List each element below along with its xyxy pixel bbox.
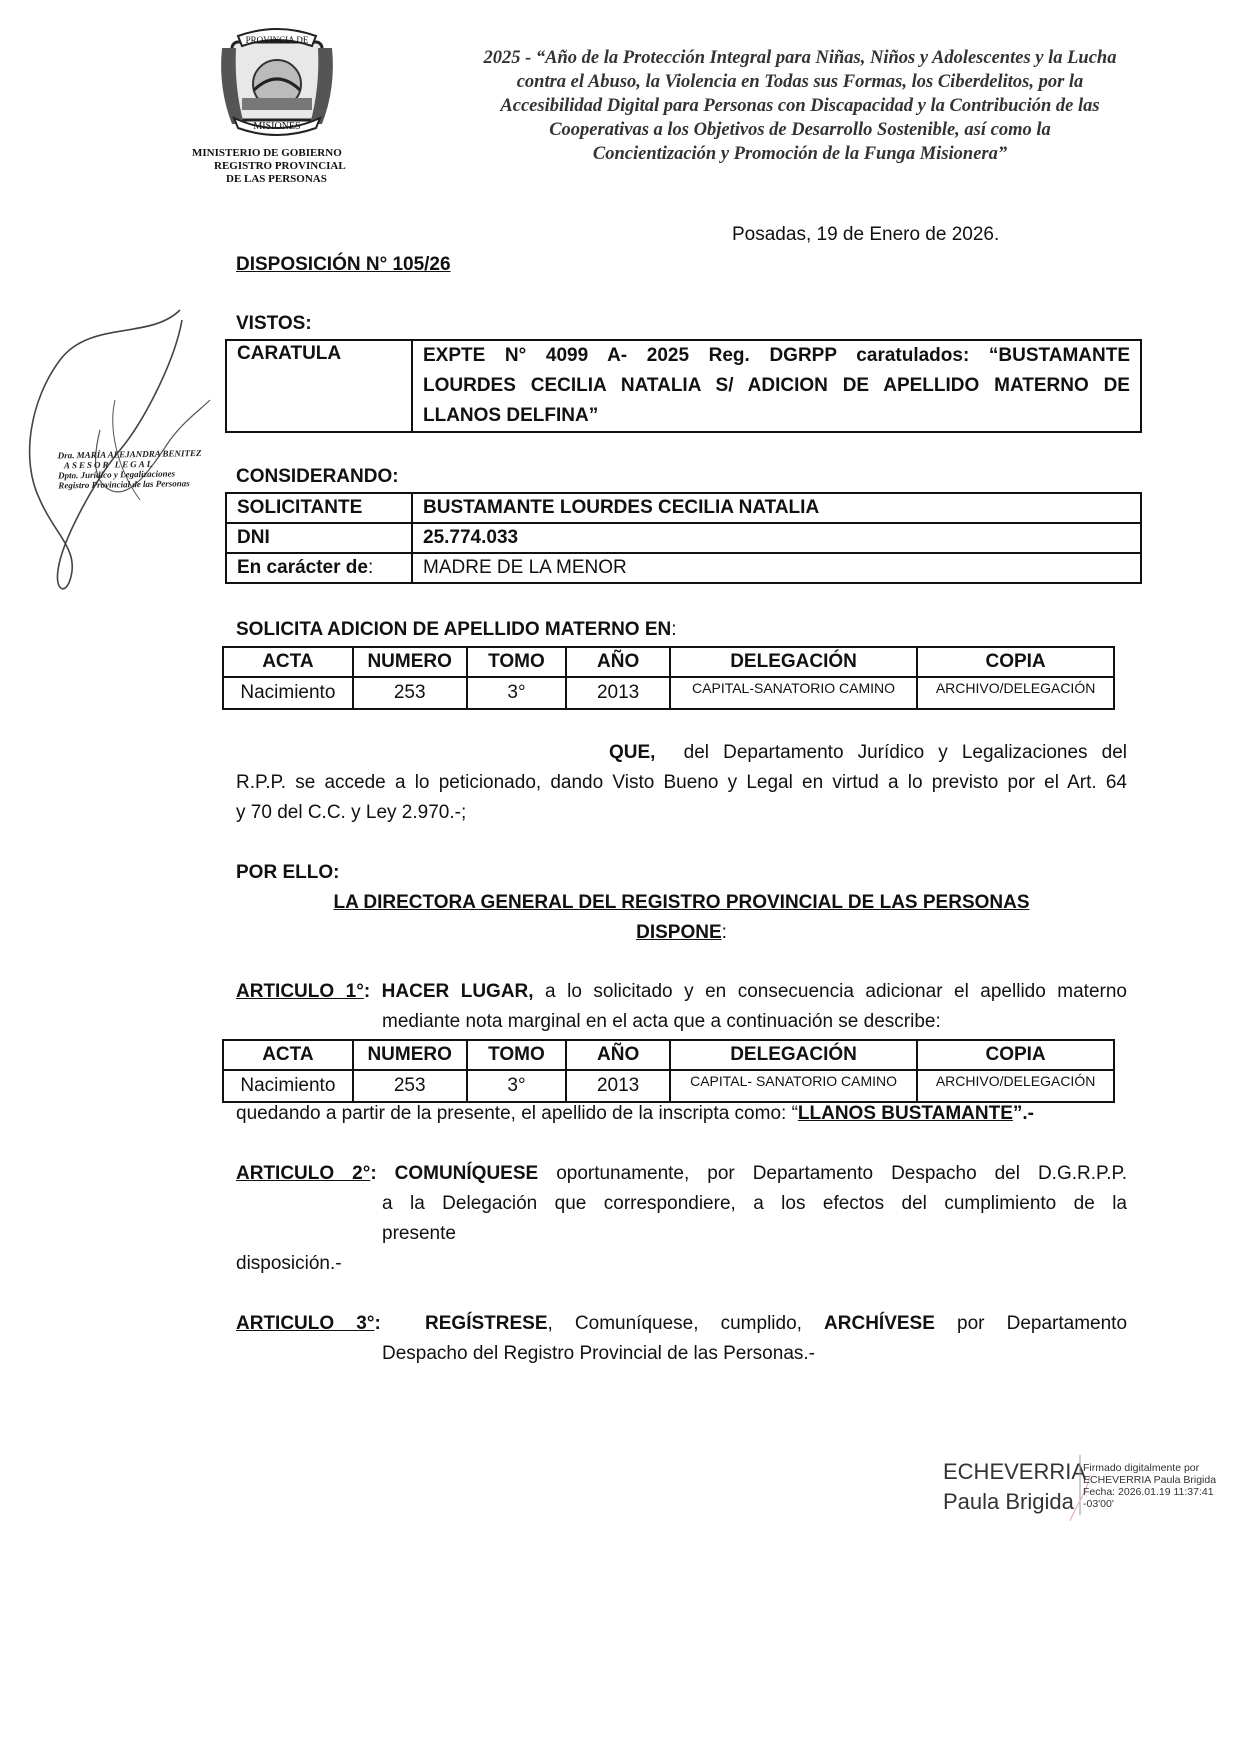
vistos-heading: VISTOS: bbox=[236, 313, 312, 334]
table-row bbox=[226, 523, 1141, 553]
table-cell: Nacimiento bbox=[223, 1070, 353, 1102]
articulo-1-line bbox=[236, 977, 1127, 1007]
column-header: ACTA bbox=[223, 647, 353, 677]
table-header-row bbox=[223, 1040, 1114, 1070]
que-line bbox=[236, 738, 1127, 768]
column-header: TOMO bbox=[467, 647, 567, 677]
table-cell: ARCHIVO/DELEGACIÓN bbox=[917, 677, 1114, 709]
acta-table-solicita bbox=[222, 646, 1115, 710]
table-row bbox=[223, 677, 1114, 709]
digital-signature-meta bbox=[1083, 1462, 1216, 1510]
caratula-line: EXPTE N° 4099 A- 2025 Reg. DGRPP caratulados: “BUSTAMANTE bbox=[423, 345, 1130, 366]
directora-title: LA DIRECTORA GENERAL DEL REGISTRO PROVINCIAL DE LAS PERSONAS bbox=[333, 892, 1030, 913]
quedando-line bbox=[236, 1099, 1034, 1129]
articulo-3-action-2: ARCHÍVESE bbox=[824, 1313, 935, 1334]
articulo-2-action: COMUNÍQUESE bbox=[394, 1163, 539, 1184]
column-header: ACTA bbox=[223, 1040, 353, 1070]
signature-meta-line: Firmado digitalmente por bbox=[1083, 1462, 1200, 1474]
row-label-cell bbox=[226, 553, 412, 583]
row-label: SOLICITANTE bbox=[226, 493, 412, 523]
table-cell: 253 bbox=[353, 1070, 467, 1102]
motto-line: Cooperativas a los Objetivos de Desarrollo Sostenible, así como la bbox=[549, 120, 1051, 140]
articulo-3-action: REGÍSTRESE bbox=[425, 1313, 548, 1334]
que-text: del Departamento Jurídico y Legalizaciones del bbox=[683, 742, 1127, 763]
quedando-end: ”.- bbox=[1012, 1103, 1034, 1124]
articulo-3-line bbox=[236, 1309, 1127, 1339]
articulo-2-colon: : bbox=[370, 1163, 377, 1184]
considerando-heading: CONSIDERANDO: bbox=[236, 466, 399, 487]
signer-given-names: Paula Brigida bbox=[943, 1489, 1074, 1514]
signature-meta-line: ECHEVERRIA Paula Brigida bbox=[1083, 1474, 1217, 1486]
province-seal-icon bbox=[218, 28, 336, 136]
articulo-3-text: por Departamento bbox=[934, 1313, 1128, 1334]
column-header: COPIA bbox=[917, 647, 1114, 677]
table-cell: 2013 bbox=[566, 1070, 670, 1102]
articulo-3-text: , Comuníquese, cumplido, bbox=[547, 1313, 825, 1334]
disposicion-title: DISPOSICIÓN N° 105/26 bbox=[236, 254, 451, 275]
table-cell: 2013 bbox=[566, 677, 670, 709]
stamp-line: Dpto. Jurídico y Legalizaciones bbox=[58, 468, 176, 481]
table-row bbox=[223, 1070, 1114, 1102]
stamp-line: Registro Provincial de las Personas bbox=[58, 478, 190, 491]
caratula-line: LOURDES CECILIA NATALIA S/ ADICION DE APELLIDO MATERNO DE bbox=[423, 375, 1130, 396]
que-lead: QUE, bbox=[609, 742, 656, 763]
articulo-3-line: Despacho del Registro Provincial de las Personas.- bbox=[382, 1343, 815, 1364]
stamp-line: Dra. MARÍA ALEJANDRA BENITEZ bbox=[57, 447, 202, 461]
articulo-2-label: ARTICULO 2° bbox=[236, 1163, 371, 1184]
table-row bbox=[226, 553, 1141, 583]
caratula-value bbox=[412, 340, 1141, 432]
column-header: AÑO bbox=[566, 1040, 670, 1070]
row-label: DNI bbox=[226, 523, 412, 553]
articulo-3-label: ARTICULO 3° bbox=[236, 1313, 375, 1334]
table-cell: Nacimiento bbox=[223, 677, 353, 709]
directora-heading bbox=[236, 888, 1127, 948]
dispone-suffix: : bbox=[721, 922, 727, 943]
motto-line: 2025 - “Año de la Protección Integral para Niñas, Niños y Adolescentes y la Lucha bbox=[483, 48, 1117, 68]
articulo-3-colon: : bbox=[374, 1313, 381, 1334]
table-cell: 3° bbox=[467, 677, 567, 709]
table-cell: 3° bbox=[467, 1070, 567, 1102]
ministry-line: DE LAS PERSONAS bbox=[226, 173, 327, 185]
articulo-1-text: a lo solicitado y en consecuencia adicionar el apellido materno bbox=[545, 981, 1127, 1002]
ministry-line: REGISTRO PROVINCIAL bbox=[214, 160, 346, 172]
table-cell: ARCHIVO/DELEGACIÓN bbox=[917, 1070, 1114, 1102]
motto-line: Concientización y Promoción de la Funga Misionera” bbox=[592, 144, 1008, 164]
acta-table-articulo-1 bbox=[222, 1039, 1115, 1103]
articulo-2-text: oportunamente, por Departamento Despacho del D.G.R.P.P. bbox=[556, 1163, 1128, 1184]
column-header: NUMERO bbox=[353, 1040, 467, 1070]
column-header: COPIA bbox=[917, 1040, 1114, 1070]
articulo-1-line: mediante nota marginal en el acta que a continuación se describe: bbox=[382, 1011, 941, 1032]
articulo-2 bbox=[236, 1159, 1127, 1279]
legal-advisor-stamp bbox=[58, 448, 229, 491]
signer-surname: ECHEVERRIA bbox=[943, 1459, 1087, 1484]
column-header: DELEGACIÓN bbox=[670, 1040, 917, 1070]
caratula-table bbox=[225, 339, 1142, 433]
column-header: NUMERO bbox=[353, 647, 467, 677]
articulo-2-line: presente bbox=[382, 1223, 456, 1244]
caratula-label: CARATULA bbox=[226, 340, 412, 432]
row-value: 25.774.033 bbox=[412, 523, 1141, 553]
solicita-heading-suffix: : bbox=[671, 619, 677, 640]
quedando-text: quedando a partir de la presente, el apellido de la inscripta como: “ bbox=[236, 1103, 798, 1124]
articulo-1-label: ARTICULO 1° bbox=[236, 981, 364, 1002]
dispone-title: DISPONE bbox=[636, 922, 722, 943]
date-line: Posadas, 19 de Enero de 2026. bbox=[732, 224, 1000, 245]
column-header: DELEGACIÓN bbox=[670, 647, 917, 677]
year-motto bbox=[400, 46, 1200, 166]
row-label-suffix: : bbox=[367, 557, 374, 578]
caratula-line: LLANOS DELFINA” bbox=[423, 405, 599, 426]
que-line: R.P.P. se accede a lo peticionado, dando Visto Bueno y Legal en virtud a lo previsto por el Art. 64 bbox=[236, 772, 1127, 793]
table-row bbox=[226, 493, 1141, 523]
por-ello: POR ELLO: bbox=[236, 862, 340, 883]
articulo-2-line bbox=[236, 1159, 1127, 1189]
row-label: En carácter de bbox=[237, 557, 368, 578]
ministry-header bbox=[192, 147, 392, 186]
solicita-heading: SOLICITA ADICION DE APELLIDO MATERNO EN bbox=[236, 619, 672, 640]
table-cell: 253 bbox=[353, 677, 467, 709]
articulo-2-line: a la Delegación que correspondiere, a los efectos del cumplimiento de la bbox=[382, 1193, 1127, 1214]
articulo-2-line: disposición.- bbox=[236, 1253, 342, 1274]
row-value: MADRE DE LA MENOR bbox=[412, 553, 1141, 583]
table-cell: CAPITAL-SANATORIO CAMINO bbox=[670, 677, 917, 709]
articulo-1 bbox=[236, 977, 1127, 1037]
column-header: TOMO bbox=[467, 1040, 567, 1070]
articulo-1-action: HACER LUGAR, bbox=[381, 981, 534, 1002]
signature-meta-line: Fecha: 2026.01.19 11:37:41 bbox=[1083, 1486, 1214, 1498]
signature-meta-line: -03'00' bbox=[1083, 1498, 1114, 1510]
solicitante-table bbox=[225, 492, 1142, 584]
digital-signature-name bbox=[943, 1457, 1086, 1517]
stamp-line: ASESOR LEGAL bbox=[63, 458, 155, 471]
seal-bottom-text: MISIONES bbox=[253, 121, 301, 132]
row-value: BUSTAMANTE LOURDES CECILIA NATALIA bbox=[412, 493, 1141, 523]
table-header-row bbox=[223, 647, 1114, 677]
solicita-heading-block bbox=[236, 615, 677, 645]
table-cell: CAPITAL- SANATORIO CAMINO bbox=[670, 1070, 917, 1102]
motto-line: Accesibilidad Digital para Personas con Discapacidad y la Contribución de las bbox=[500, 96, 1100, 116]
motto-line: contra el Abuso, la Violencia en Todas sus Formas, los Ciberdelitos, por la bbox=[516, 72, 1084, 92]
que-paragraph bbox=[236, 738, 1127, 828]
new-surname: LLANOS BUSTAMANTE bbox=[797, 1103, 1013, 1124]
articulo-3 bbox=[236, 1309, 1127, 1369]
que-line: y 70 del C.C. y Ley 2.970.-; bbox=[236, 802, 467, 823]
ministry-line: MINISTERIO DE GOBIERNO bbox=[192, 147, 342, 159]
seal-top-text: PROVINCIA DE bbox=[245, 35, 309, 45]
column-header: AÑO bbox=[566, 647, 670, 677]
articulo-1-colon: : bbox=[363, 981, 371, 1002]
